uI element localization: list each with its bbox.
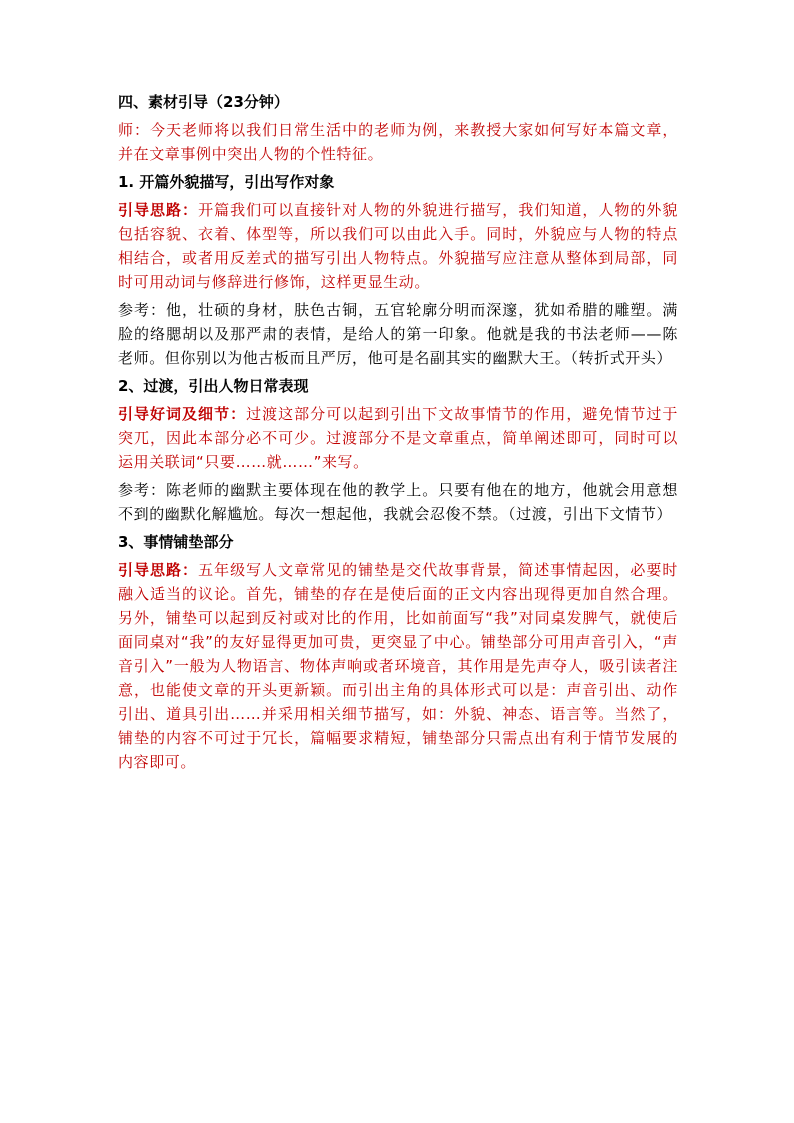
guide-text: 过渡这部分可以起到引出下文故事情节的作用，避免情节过于突兀，因此本部分必不可少。过渡部分不是文章重点，简单阐述即可，同时可以运用关联词“只要……就……”来写。: [118, 405, 678, 471]
section-heading: 四、素材引导（23分钟）: [118, 93, 289, 111]
part2-reference: 参考：陈老师的幽默主要体现在他的教学上。只要有他在的地方，他就会用意想不到的幽默化解尴尬。每次一想起他，我就会忍俊不禁。（过渡，引出下文情节）: [118, 481, 678, 523]
part2-guide: [118, 402, 678, 474]
guide-label: 引导思路：: [118, 561, 199, 579]
part3-guide: [118, 558, 678, 774]
teacher-intro: 师：今天老师将以我们日常生活中的老师为例，来教授大家如何写好本篇文章，并在文章事例中突出人物的个性特征。: [118, 121, 678, 163]
part1-heading: 1. 开篇外貌描写，引出写作对象: [118, 173, 335, 191]
guide-label: 引导思路：: [118, 201, 199, 219]
document-page: [118, 90, 678, 778]
part1-reference: 参考：他，壮硕的身材，肤色古铜，五官轮廓分明而深邃，犹如希腊的雕塑。满脸的络腮胡以及那严肃的表情，是给人的第一印象。他就是我的书法老师——陈老师。但你别以为他古板而且严厉，他可是名副其实的幽默大王。（转折式开头）: [118, 301, 678, 367]
part1-guide: [118, 198, 678, 294]
guide-label: 引导好词及细节：: [118, 405, 247, 423]
guide-text: 开篇我们可以直接针对人物的外貌进行描写，我们知道，人物的外貌包括容貌、衣着、体型等，所以我们可以由此入手。同时，外貌应与人物的特点相结合，或者用反差式的描写引出人物特点。外貌描写应注意从整体到局部，同时可用动词与修辞进行修饰，这样更显生动。: [118, 201, 678, 291]
part3-heading: 3、事情铺垫部分: [118, 533, 234, 551]
guide-text: 五年级写人文章常见的铺垫是交代故事背景，简述事情起因，必要时融入适当的议论。首先，铺垫的存在是使后面的正文内容出现得更加自然合理。另外，铺垫可以起到反衬或对比的作用，比如前面写“我”对同桌发脾气，就使后面同桌对“我”的友好显得更加可贵，更突显了中心。铺垫部分可用声音引入，“声音引入”一般为人物语言、物体声响或者环境音，其作用是先声夺人，吸引读者注意，也能使文章的开头更新颖。而引出主角的具体形式可以是：声音引出、动作引出、道具引出……并采用相关细节描写，如：外貌、神态、语言等。当然了，铺垫的内容不可过于冗长，篇幅要求精短，铺垫部分只需点出有利于情节发展的内容即可。: [118, 561, 678, 771]
part2-heading: 2、过渡，引出人物日常表现: [118, 377, 309, 395]
